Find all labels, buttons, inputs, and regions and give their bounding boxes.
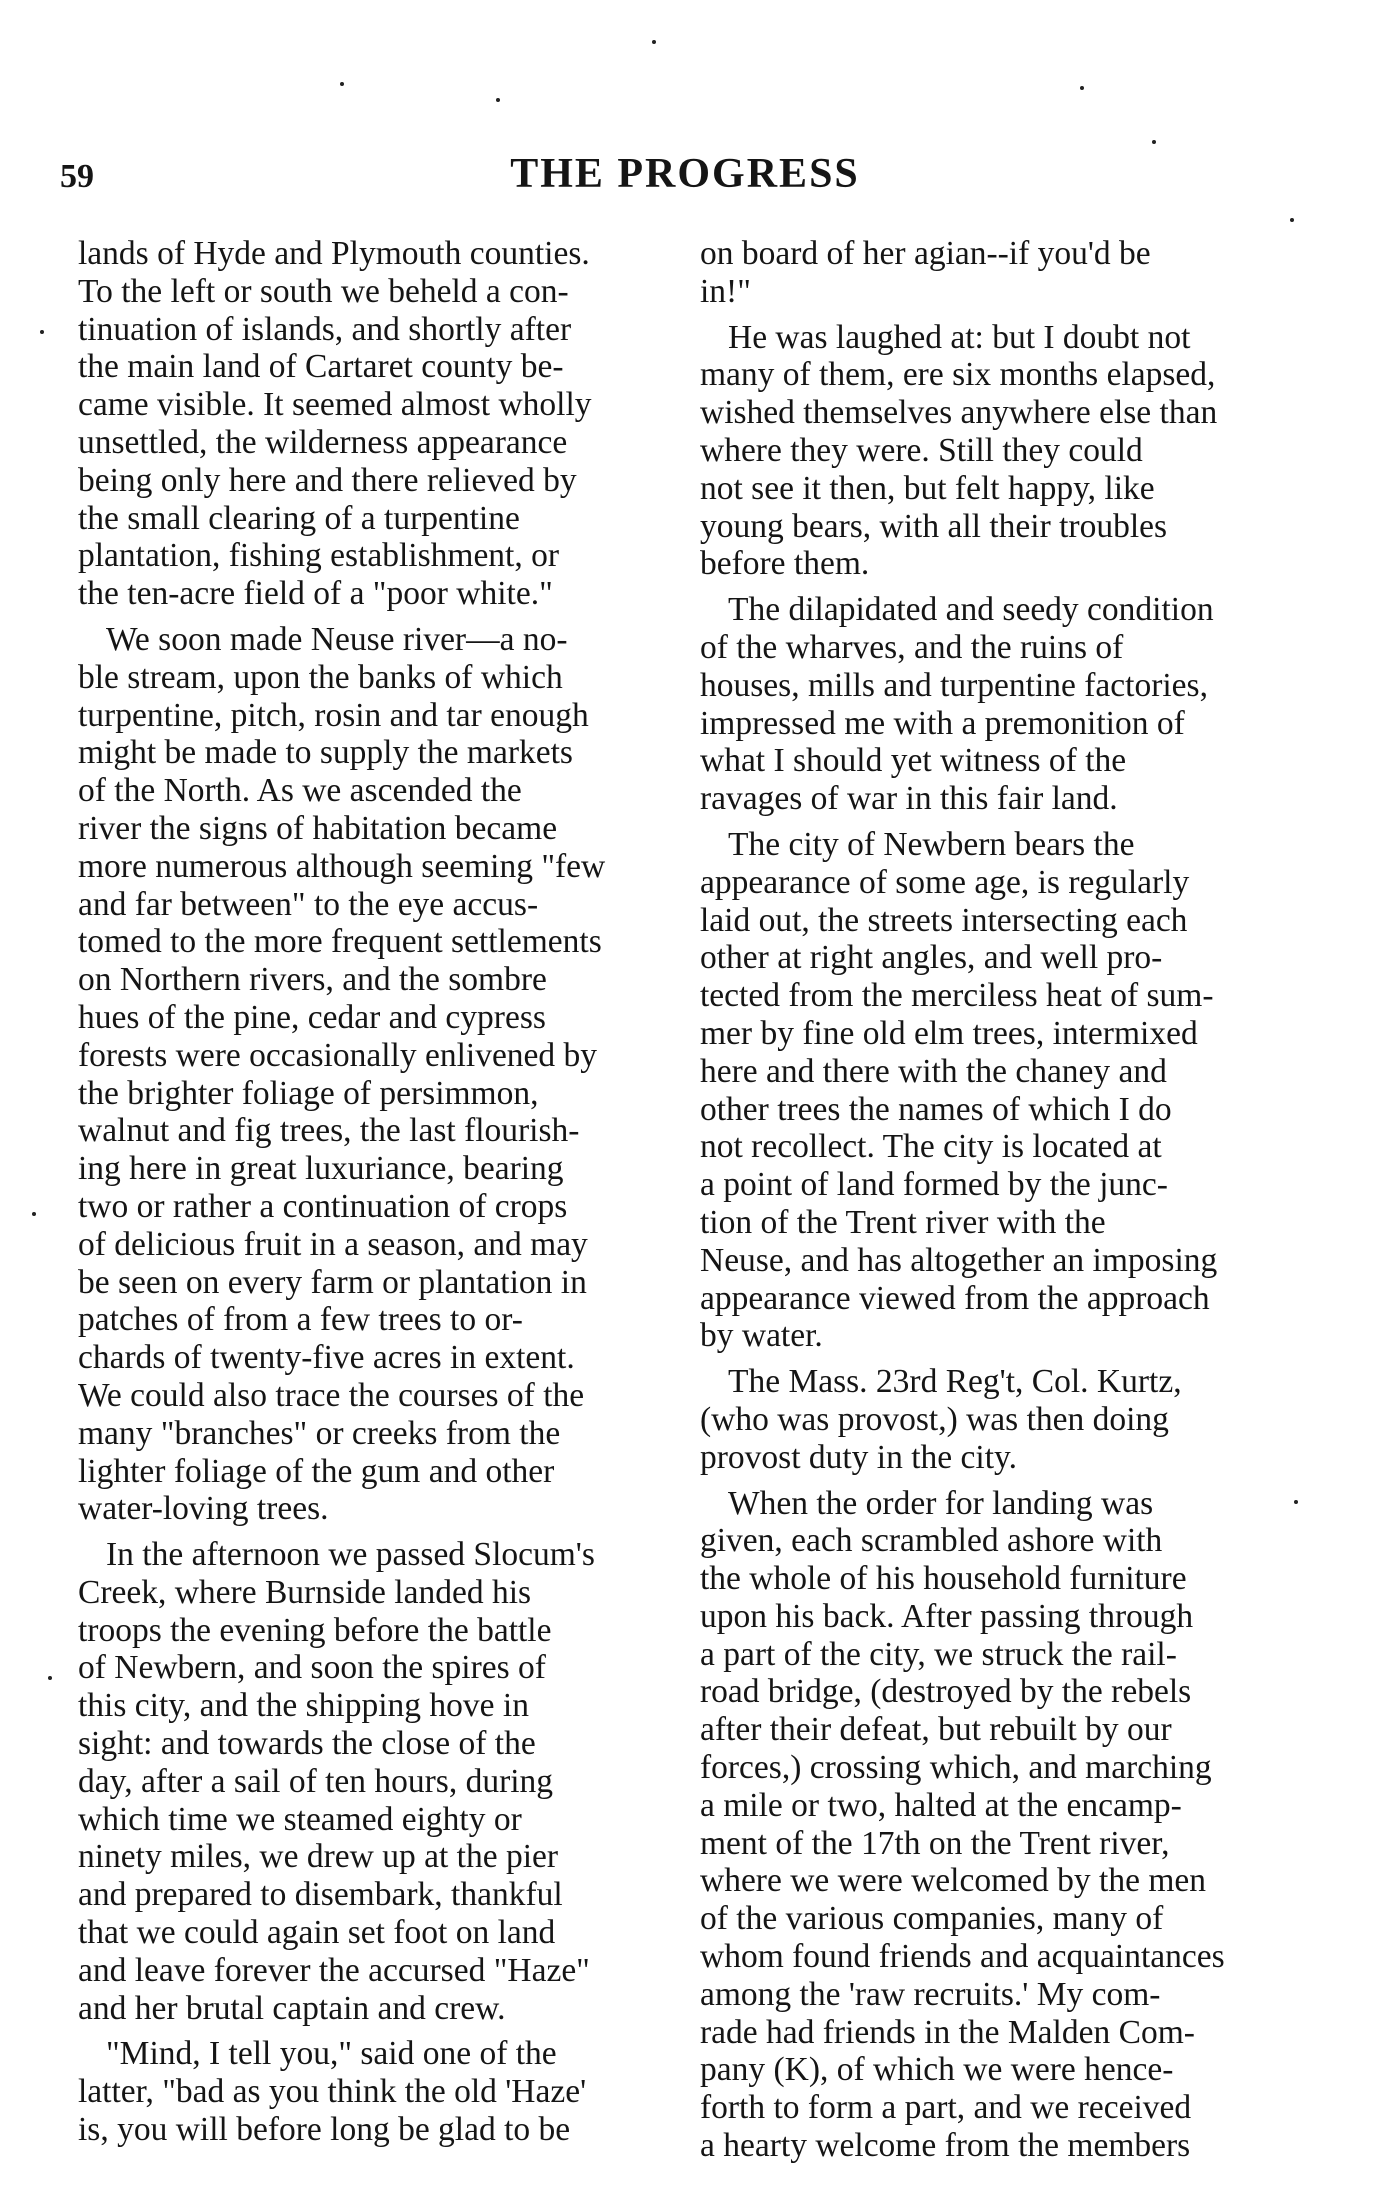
text-line: pany (K), of which we were hence- (700, 2051, 1174, 2089)
text-line: "Mind, I tell you," said one of the (106, 2035, 557, 2073)
text-line: ble stream, upon the banks of which (78, 658, 563, 696)
text-line: which time we steamed eighty or (78, 1800, 522, 1838)
text-line: The Mass. 23rd Reg't, Col. Kurtz, (728, 1363, 1182, 1401)
text-line: river the signs of habitation became (78, 809, 558, 847)
text-line: (who was provost,) was then doing (700, 1400, 1169, 1438)
text-line: walnut and fig trees, the last flourish- (78, 1112, 580, 1150)
text-line: The dilapidated and seedy condition (728, 591, 1214, 629)
text-line: not see it then, but felt happy, like (700, 469, 1155, 507)
text-line: on Northern rivers, and the sombre (78, 961, 547, 999)
text-line: whom found friends and acquaintances (700, 1938, 1225, 1976)
text-line: young bears, with all their troubles (700, 507, 1168, 545)
text-line: a hearty welcome from the members (700, 2127, 1191, 2165)
text-line: impressed me with a premonition of (700, 704, 1185, 742)
text-line: tion of the Trent river with the (700, 1203, 1106, 1241)
text-line: lands of Hyde and Plymouth counties. (78, 235, 590, 272)
text-line: tomed to the more frequent settlements (78, 923, 602, 961)
text-line: by water. (700, 1317, 823, 1355)
scan-speck (1152, 140, 1156, 144)
paragraph-gap (78, 2027, 678, 2035)
text-line: To the left or south we beheld a con- (78, 272, 569, 310)
text-line: and her brutal captain and crew. (78, 1989, 506, 2027)
scan-speck (32, 1212, 36, 1216)
text-line: where we were welcomed by the men (700, 1862, 1207, 1900)
text-line: the main land of Cartaret county be- (78, 348, 564, 386)
running-title: THE PROGRESS (510, 151, 860, 197)
text-line: forces,) crossing which, and marching (700, 1749, 1212, 1787)
paragraph-gap (78, 1528, 678, 1536)
text-line: of the North. As we ascended the (78, 772, 522, 810)
text-line: here and there with the chaney and (700, 1052, 1167, 1090)
text-line: in!" (700, 272, 751, 310)
text-line: among the 'raw recruits.' My com- (700, 1975, 1161, 2013)
text-line: the whole of his household furniture (700, 1560, 1187, 1598)
text-line: where they were. Still they could (700, 431, 1143, 469)
text-line: forth to form a part, and we received (700, 2089, 1192, 2127)
scan-speck (340, 82, 344, 86)
text-line: before them. (700, 545, 870, 583)
scan-speck (48, 1676, 52, 1680)
text-line: chards of twenty-five acres in extent. (78, 1339, 575, 1377)
right-text-column (700, 235, 1300, 2165)
text-line: In the afternoon we passed Slocum's (106, 1536, 595, 1574)
text-line: and leave forever the accursed "Haze" (78, 1951, 590, 1989)
text-line: on board of her agian--if you'd be (700, 235, 1151, 272)
text-line: and far between" to the eye accus- (78, 885, 539, 923)
text-line: sight: and towards the close of the (78, 1725, 536, 1763)
text-line: of Newbern, and soon the spires of (78, 1649, 546, 1687)
text-line: ninety miles, we drew up at the pier (78, 1838, 559, 1876)
text-line: laid out, the streets intersecting each (700, 901, 1188, 939)
text-line: When the order for landing was (728, 1484, 1154, 1522)
text-line: this city, and the shipping hove in (78, 1687, 529, 1725)
text-line: rade had friends in the Malden Com- (700, 2013, 1195, 2051)
text-line: day, after a sail of ten hours, during (78, 1762, 554, 1800)
scan-speck (1080, 86, 1084, 90)
text-line: came visible. It seemed almost wholly (78, 386, 592, 424)
text-line: a mile or two, halted at the encamp- (700, 1786, 1182, 1824)
text-line: given, each scrambled ashore with (700, 1522, 1163, 1560)
paragraph-gap (700, 1355, 1300, 1363)
text-line: mer by fine old elm trees, intermixed (700, 1014, 1198, 1052)
paragraph-gap (700, 311, 1300, 319)
paragraph-gap (700, 583, 1300, 591)
text-line: patches of from a few trees to or- (78, 1301, 523, 1339)
text-line: appearance of some age, is regularly (700, 863, 1190, 901)
text-line: turpentine, pitch, rosin and tar enough (78, 696, 589, 734)
text-line: We could also trace the courses of the (78, 1376, 585, 1414)
text-line: of the various companies, many of (700, 1900, 1164, 1938)
text-line: lighter foliage of the gum and other (78, 1452, 555, 1490)
scan-speck (1294, 1500, 1298, 1504)
scan-speck (1290, 218, 1294, 222)
text-line: The city of Newbern bears the (728, 825, 1135, 863)
text-line: tinuation of islands, and shortly after (78, 310, 572, 348)
text-line: Creek, where Burnside landed his (78, 1573, 532, 1611)
text-line: forests were occasionally enlivened by (78, 1036, 598, 1074)
text-line: other at right angles, and well pro- (700, 939, 1163, 977)
paragraph-gap (78, 613, 678, 621)
text-line: road bridge, (destroyed by the rebels (700, 1673, 1192, 1711)
text-line: He was laughed at: but I doubt not (728, 318, 1191, 356)
text-line: two or rather a continuation of crops (78, 1187, 568, 1225)
text-line: ing here in great luxuriance, bearing (78, 1150, 564, 1188)
text-line: ravages of war in this fair land. (700, 780, 1118, 818)
text-line: and prepared to disembark, thankful (78, 1876, 563, 1914)
text-line: the small clearing of a turpentine (78, 499, 520, 537)
text-line: We soon made Neuse river—a no- (106, 620, 568, 658)
text-line: latter, "bad as you think the old 'Haze' (78, 2073, 587, 2111)
text-line: the brighter foliage of persimmon, (78, 1074, 539, 1112)
text-line: many "branches" or creeks from the (78, 1414, 561, 1452)
text-line: is, you will before long be glad to be (78, 2111, 571, 2149)
text-line: unsettled, the wilderness appearance (78, 423, 568, 461)
scan-speck (496, 98, 500, 102)
text-line: plantation, fishing establishment, or (78, 537, 560, 575)
text-line: other trees the names of which I do (700, 1090, 1172, 1128)
text-line: what I should yet witness of the (700, 742, 1127, 780)
text-line: being only here and there relieved by (78, 461, 577, 499)
text-line: water-loving trees. (78, 1490, 329, 1528)
text-line: more numerous although seeming "few (78, 847, 606, 885)
text-line: troops the evening before the battle (78, 1611, 552, 1649)
text-line: that we could again set foot on land (78, 1914, 556, 1952)
text-line: upon his back. After passing through (700, 1597, 1194, 1635)
text-line: tected from the merciless heat of sum- (700, 977, 1214, 1015)
text-line: not recollect. The city is located at (700, 1128, 1162, 1166)
scan-speck (40, 330, 44, 334)
page-header (60, 150, 1310, 210)
text-line: after their defeat, but rebuilt by our (700, 1711, 1172, 1749)
text-line: provost duty in the city. (700, 1438, 1017, 1476)
text-line: wished themselves anywhere else than (700, 394, 1218, 432)
paragraph-gap (700, 818, 1300, 826)
text-line: houses, mills and turpentine factories, (700, 666, 1208, 704)
text-line: might be made to supply the markets (78, 734, 573, 772)
text-line: the ten-acre field of a "poor white." (78, 575, 553, 613)
text-line: be seen on every farm or plantation in (78, 1263, 587, 1301)
text-line: a point of land formed by the junc- (700, 1166, 1168, 1204)
text-line: Neuse, and has altogether an imposing (700, 1241, 1218, 1279)
text-line: hues of the pine, cedar and cypress (78, 998, 546, 1036)
text-line: ment of the 17th on the Trent river, (700, 1824, 1170, 1862)
paragraph-gap (700, 1477, 1300, 1485)
scan-speck (652, 40, 656, 44)
text-line: many of them, ere six months elapsed, (700, 356, 1216, 394)
page-number: 59 (60, 158, 94, 195)
text-line: of delicious fruit in a season, and may (78, 1225, 588, 1263)
text-line: of the wharves, and the ruins of (700, 628, 1124, 666)
text-line: appearance viewed from the approach (700, 1279, 1210, 1317)
text-line: a part of the city, we struck the rail- (700, 1635, 1177, 1673)
left-text-column (78, 235, 678, 2149)
